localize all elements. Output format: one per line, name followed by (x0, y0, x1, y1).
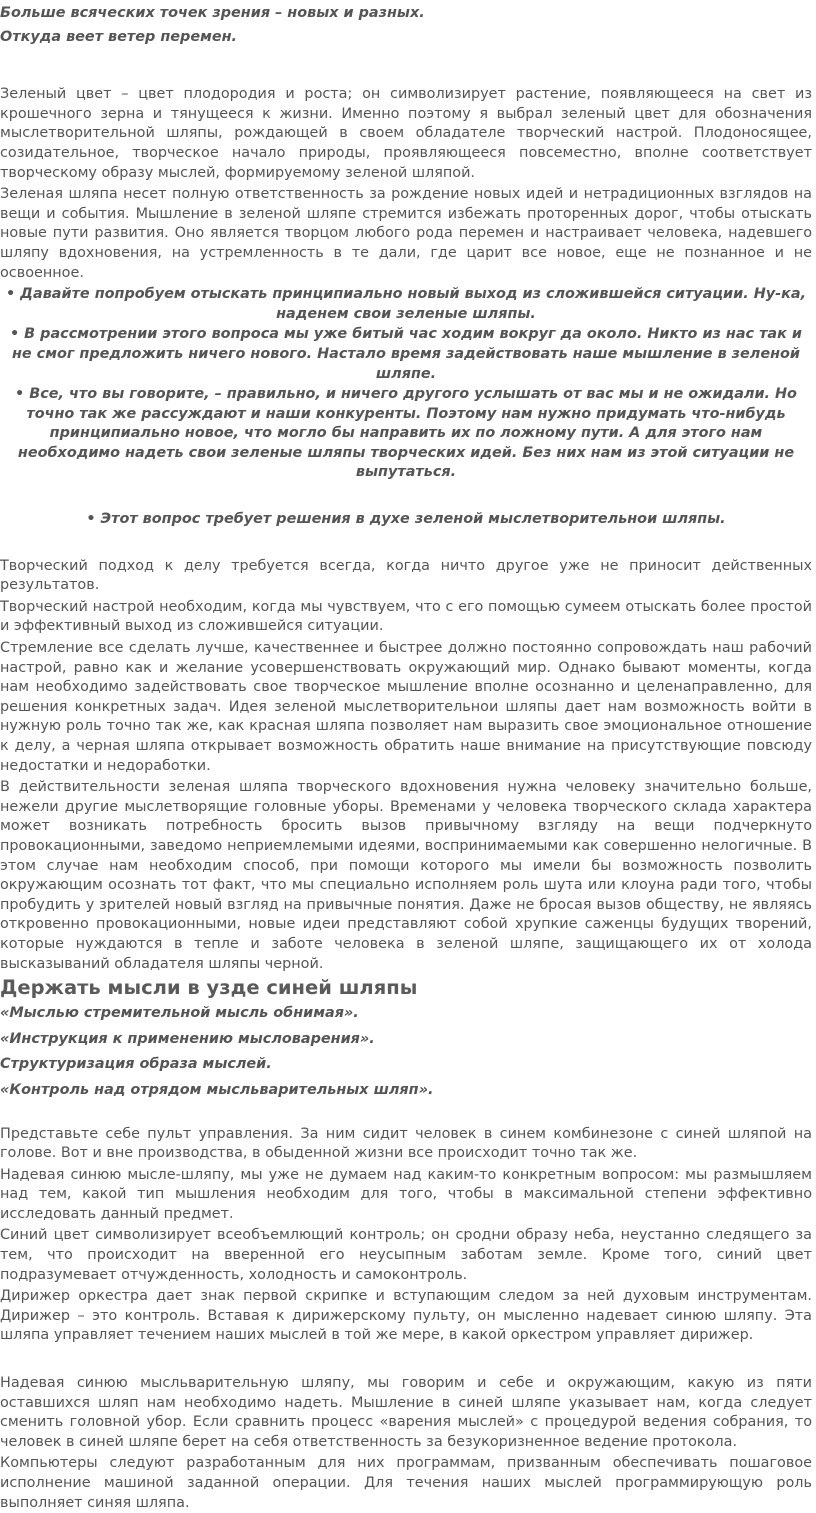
subheading: «Инструкция к применению мысловарения». (0, 1030, 375, 1047)
subheading: Структуризация образа мыслей. (0, 1056, 272, 1073)
paragraph: Творческий настрой необходим, когда мы чувствуем, что с его помощью сумеем отыскать более простой и эффективный выход из сложившейся ситуации. (0, 598, 812, 635)
paragraph: В действительности зеленая шляпа творческого вдохновения нужна человеку значительно больше, нежели другие мыслетворящие головные уборы. Временами у человека творческого склада характера может возникать потребность бросить вызов привычному взгляду на вещи подчеркнуто провокационными, заведомо неприемлемыми идеями, воспринимаемыми как совершенно нелогичные. В этом случае нам необходим способ, при помощи которого мы имели бы возможность позволить окружающим осознать тот факт, что мы специально исполняем роль шута или клоуна ради того, чтобы пробудить у зрителей новый взгляд на привычные понятия. Даже не бросая вызов обществу, не являясь откровенно провокационными, новые идеи представляют собой хрупкие саженцы будущих творений, которые нуждаются в тепле и заботе человека в зеленой шляпе, защищающего их от холода высказываний обладателя шляпы черной. (0, 779, 812, 972)
paragraph: Компьютеры следуют разработанным для них программам, призванным обеспечивать пошаговое исполнение машиной заданной операции. Для течения наших мыслей программирующую роль выполняет синяя шляпа. (0, 1455, 812, 1511)
paragraph: Зеленый цвет – цвет плодородия и роста; он символизирует растение, появляющееся на свет из крошечного зерна и тянущееся к жизни. Именно поэтому я выбрал зеленый цвет для обозначения мыслетворительной шляпы, рождающей в своем обладателе творческий настрой. Плодоносящее, созидательное, творческое начало природы, проявляющееся повсеместно, вполне соответствует творческому образу мыслей, формируемому зеленой шляпой. (0, 86, 812, 181)
paragraph: Дирижер оркестра дает знак первой скрипке и вступающим следом за ней духовым инструментам. Дирижер – это контроль. Вставая к дирижерскому пульту, он мысленно надевает синюю шляпу. Эта шляпа управляет течением наших мыслей в той же мере, в какой оркестром управляет дирижер. (0, 1288, 812, 1344)
epigraph: Больше всяческих точек зрения – новых и разных. (0, 5, 425, 21)
paragraph: Надевая синюю мысле-шляпу, мы уже не думаем над каким-то конкретным вопросом: мы размышляем над тем, какой тип мышления необходим для того, чтобы в максимальной степени эффективно исследовать данный предмет. (0, 1166, 812, 1222)
subheading: «Мыслью стремительной мысль обнимая». (0, 1005, 359, 1022)
spacer (0, 484, 812, 510)
quote: • Давайте попробуем отыскать принципиально новый выход из сложившейся ситуации. Ну-ка, наденем свои зеленые шляпы. (5, 286, 807, 322)
spacer (0, 531, 812, 557)
paragraph: Стремление все сделать лучше, качественнее и быстрее должно постоянно сопровождать наш рабочий настрой, равно как и желание усовершенствовать окружающий мир. Однако бывают моменты, когда нам необходимо задействовать свое творческое мышление вполне осознанно и целенаправленно, для решения конкретных задач. Идея зеленой мыслетворительнои шляпы дает нам возможность войти в нужную роль точно так же, как красная шляпа позволяет нам выразить свое эмоциональное отношение к делу, а черная шляпа открывает возможность обратить наше внимание на присутствующие повсюду недостатки и недоработки. (0, 640, 812, 774)
paragraph: Представьте себе пульт управления. За ним сидит человек в синем комбинезоне с синей шляпой на голове. Вот и вне производства, в обыденной жизни все происходит точно так же. (0, 1125, 812, 1162)
spacer (0, 1348, 812, 1374)
epigraph: Откуда веет ветер перемен. (0, 28, 238, 45)
quote: • В рассмотрении этого вопроса мы уже битый час ходим вокруг да около. Никто из нас так и не смог предложить ничего нового. Настало время задействовать наше мышление в зеленой шляпе. (9, 326, 803, 382)
spacer (0, 1107, 812, 1125)
paragraph: Творческий подход к делу требуется всегда, когда ничто другое уже не приносит действенных результатов. (0, 557, 812, 594)
subheading: «Контроль над отрядом мысльварительных шляп». (0, 1081, 434, 1098)
paragraph: Надевая синюю мысльварительную шляпу, мы говорим и себе и окружающим, какую из пяти оставшихся шляп нам необходимо надеть. Мышление в синей шляпе указывает нам, когда следует сменить головной убор. Если сравнить процесс «варения мыслей» с процедурой ведения собрания, то человек в синей шляпе берет на себя ответственность за безукоризненное ведение протокола. (0, 1375, 812, 1450)
paragraph: Синий цвет символизирует всеобъемлющий контроль; он сродни образу неба, неустанно следящего за тем, что происходит на вверенной его неусыпным заботам земле. Кроме того, синий цвет подразумевает отчужденность, холодность и самоконтроль. (0, 1227, 812, 1283)
quote: • Все, что вы говорите, – правильно, и ничего другого услышать от вас мы и не ожидали. Но точно так же рассуждают и наши конкуренты. Поэтому нам нужно придумать что-нибудь принципиально новое, что могло бы направить их по ложному пути. А для этого нам необходимо надеть свои зеленые шляпы творческих идей. Без них нам из этой ситуации не выпутаться. (15, 386, 797, 481)
paragraph: Зеленая шляпа несет полную ответственность за рождение новых идей и нетрадиционных взглядов на вещи и события. Мышление в зеленой шляпе стремится избежать проторенных дорог, чтобы отыскать новые пути развития. Оно является творцом любого рода перемен и настраивает человека, надевшего шляпу вдохновения, на устремленность в те дали, где царит все новое, еще не познанное и не освоенное. (0, 186, 812, 281)
quote: • Этот вопрос требует решения в духе зеленой мыслетворительнои шляпы. (86, 511, 726, 528)
section-heading: Держать мысли в узде синей шляпы (0, 976, 418, 1000)
spacer (0, 51, 812, 85)
